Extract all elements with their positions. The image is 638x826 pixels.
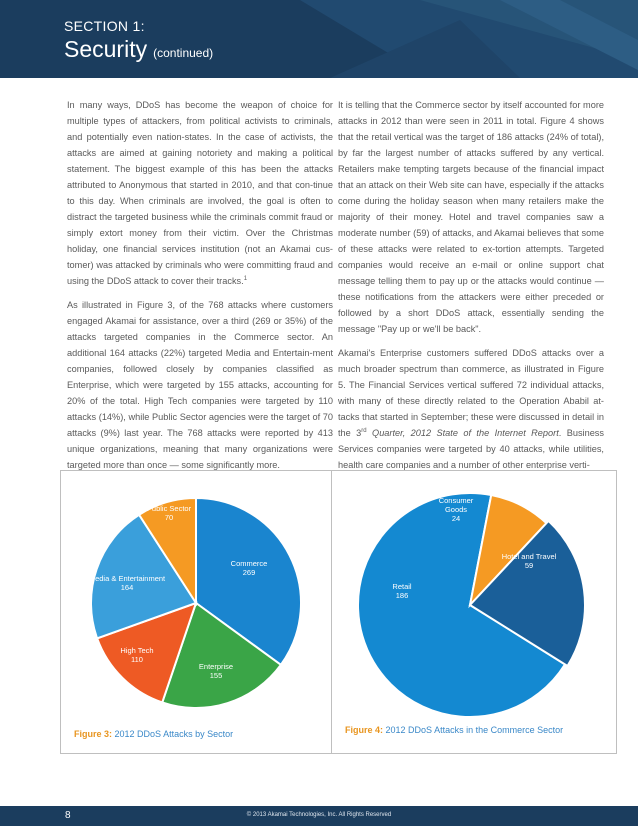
pie-label-enterprise: Enterprise 155 <box>198 662 234 680</box>
caption-text: 2012 DDoS Attacks in the Commerce Sector <box>385 725 564 735</box>
pie-label-consumer-goods: Consumer Goods 24 <box>438 496 474 523</box>
caption-text: 2012 DDoS Attacks by Sector <box>114 729 234 739</box>
paragraph <box>67 97 333 289</box>
title-text: Security <box>64 36 148 62</box>
paragraph: As illustrated in Figure 3, of the 768 attacks where customers engaged Akamai for assistance, over a third (269 or 35%) of the attacks targeted companies in the Commerce sector. An additional 164 attacks (22%) targeted Media and Entertain-ment companies, followed closely by companies classified as Enterprise, which were targeted by 155 attacks, accounting for 20% of the total. High Tech companies were targeted by 110 attacks (14%), while Public Sector agencies were the target of 70 attacks (9%) last year. The 768 attacks were reported by 413 unique organizations, meaning that many organizations were targeted more than once — some significantly more. <box>67 300 333 470</box>
page-title <box>64 36 213 63</box>
paragraph <box>338 345 604 473</box>
ordinal-suffix: rd <box>361 427 367 434</box>
page-footer <box>0 806 638 826</box>
title-subtitle: (continued) <box>153 46 214 60</box>
report-title: Quarter, 2012 State of the Internet Report <box>366 428 559 438</box>
pie-label-retail: Retail 186 <box>392 582 412 600</box>
right-column <box>338 97 604 481</box>
figure-caption <box>345 725 563 735</box>
section-label: SECTION 1: <box>64 18 145 34</box>
figure-caption <box>74 729 233 739</box>
footnote-marker: 1 <box>243 275 248 282</box>
pie-label-hotel-and-travel: Hotel and Travel 59 <box>501 552 557 570</box>
page-number: 8 <box>65 810 71 821</box>
paragraph: It is telling that the Commerce sector by itself accounted for more attacks in 2012 than were seen in 2011 in total. Figure 4 shows that the retail vertical was the target of 186 attacks (24% of total), by far the largest number of attacks suffered by any vertical. Retailers make tempting targets because of the financial impact that an attack on their Web site can have, especially if the attacks come during the holiday season when many retailers make the majority of their money. Hotel and travel companies saw a moderate number (59) of attacks, and Akamai believes that some of these attacks were related to ex-tortion attempts. Targeted companies would receive an e-mail or online support chat message telling them to pay up or the attacks would continue — these notifications from the attackers were either preceded or followed by a short DDoS attack, essentially sending the message "Pay up or we'll be back". <box>338 100 604 334</box>
figure-4-chart <box>331 470 617 754</box>
caption-label: Figure 3: <box>74 729 113 739</box>
left-column <box>67 97 333 481</box>
paragraph-text: In many ways, DDoS has become the weapon of choice for multiple types of attackers, from political activists to criminals, and potentially even nation-states. In the case of activists, the attacks are aimed at gaining notoriety and making a political statement. The biggest example of this has been the attacks attributed to Anonymous that started in 2010, and that con-tinue to this day. When criminals are involved, the goal is often to distract the targeted business while the criminals commit fraud or simply extort money from their victim. Over the Christmas holiday, one financial services institution (not an Akamai cus-tomer) was attacked by criminals who were committing fraud and using the DDoS attack to cover their tracks. <box>67 100 333 286</box>
pie-label-commerce: Commerce 269 <box>230 559 268 577</box>
pie-label-public-sector: Public Sector 70 <box>146 504 192 522</box>
paragraph-text: Akamai's Enterprise customers suffered DDoS attacks over a much broader spectrum than commerce, as illustrated in Figure 5. The Financial Services vertical suffered 72 individual attacks, with many of these directly related to the Operation Ababil at-tacks that started in September; these were discussed in detail in the 3 <box>338 348 604 438</box>
figure-3-chart <box>60 470 346 754</box>
caption-label: Figure 4: <box>345 725 384 735</box>
pie-label-high-tech: High Tech 110 <box>120 646 154 664</box>
section-header <box>0 0 638 78</box>
paragraph-text: . Business Services companies were targeted by 40 attacks, while utilities, health care companies and a number of other enterprise verti- <box>338 428 604 470</box>
pie-chart-commerce <box>332 471 618 721</box>
copyright-notice: © 2013 Akamai Technologies, Inc. All Rights Reserved <box>246 812 392 818</box>
pie-chart-sector <box>61 471 347 721</box>
pie-label-media-entertainment: Media & Entertainment 164 <box>88 574 166 592</box>
